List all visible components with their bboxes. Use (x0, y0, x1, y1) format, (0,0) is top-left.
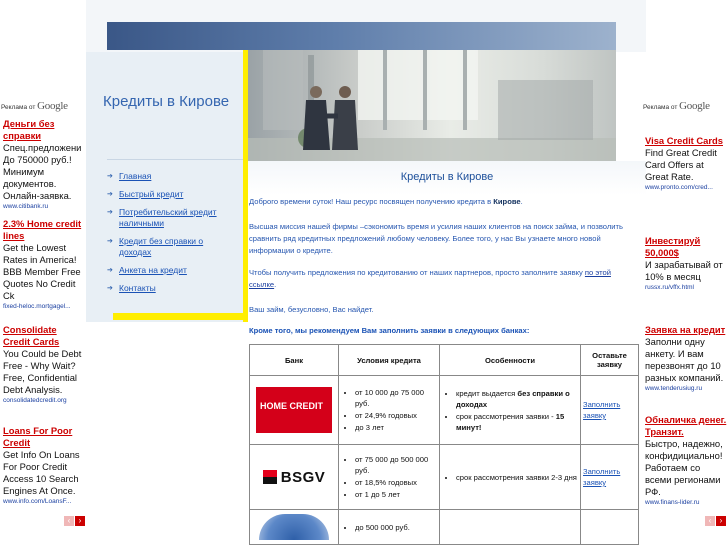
nav-link-no-income-proof[interactable]: Кредит без справки о доходах (119, 236, 204, 257)
arrow-right-icon: ➔ (107, 209, 113, 216)
arrow-right-icon: ➔ (107, 173, 113, 180)
nav-link-contacts[interactable]: Контакты (119, 283, 156, 293)
list-item: • срок рассмотрения заявки - 15 минут! (456, 411, 578, 433)
intro-city: Кирове (493, 197, 521, 206)
ad-right-2[interactable] (645, 235, 727, 293)
ad-title[interactable]: 2.3% Home credit lines (3, 218, 82, 241)
bank-logo-cell (250, 510, 339, 545)
list-item: • от 10 000 до 75 000 руб. (355, 387, 437, 409)
header-photo-handshake (248, 50, 616, 161)
ads-left-prev-button[interactable]: ‹ (64, 516, 74, 526)
ad-url[interactable]: russx.ru/vffx.html (645, 284, 695, 291)
mission-paragraph: Высшая миссия нашей фирмы –сэкономить время и усилия наших клиентов на поиск займа, и позволить сравнить ряд кредитных предложений любому человеку. Более того, у нас Вы узнаете много новой информации о кредите. (249, 222, 623, 255)
features-list (442, 472, 578, 483)
ad-body: Спец.предложени До 750000 руб.! Минимум документов. Онлайн-заявка. (3, 142, 82, 201)
table-row (250, 376, 639, 445)
ad-body: Get Info On Loans For Poor Credit Access 10 Search Engines At Once. (3, 449, 80, 496)
list-item: • до 500 000 руб. (355, 522, 437, 533)
apply-cell (581, 376, 639, 445)
ads-right-next-button[interactable]: › (716, 516, 726, 526)
nav-link-home[interactable]: Главная (119, 171, 152, 181)
conditions-list (341, 387, 437, 433)
application-paragraph (249, 267, 639, 291)
ad-right-1[interactable] (645, 135, 727, 193)
ad-title[interactable]: Деньги без справки (3, 118, 55, 141)
apply-link-bsgv[interactable]: Заполнить заявку (583, 467, 621, 487)
arrow-right-icon: ➔ (107, 238, 113, 245)
nav-item-application[interactable] (107, 265, 237, 276)
yellow-accent-bar-horizontal (113, 313, 248, 320)
conditions-cell (339, 510, 440, 545)
ads-left-next-button[interactable]: › (75, 516, 85, 526)
google-logo: Google (679, 100, 710, 112)
list-item: • от 24,9% годовых (355, 410, 437, 421)
ad-title[interactable]: Заявка на кредит (645, 324, 726, 335)
intro-end: . (520, 197, 523, 206)
apply-cell (581, 510, 639, 545)
ad-body: You Could be Debt Free - Why Wait? Free, Confidential Debt Analysis. (3, 348, 82, 395)
features-cell (440, 376, 581, 445)
ads-left-label-text: Реклама от (1, 104, 36, 111)
content-title: Кредиты в Кирове (400, 171, 494, 183)
conditions-list (341, 454, 437, 500)
ad-right-4[interactable] (645, 414, 727, 508)
ad-left-1[interactable] (3, 118, 85, 212)
list-item: • кредит выдается без справки о доходах (456, 388, 578, 410)
ad-left-4[interactable] (3, 425, 85, 507)
ad-url[interactable]: www.info.com/LoansF... (3, 498, 72, 505)
ad-url[interactable]: www.pronto.com/cred... (645, 184, 713, 191)
ad-url[interactable]: www.citibank.ru (3, 203, 49, 210)
ads-left-label (1, 100, 68, 112)
ad-body: Get the Lowest Rates in America! BBB Member Free Quotes No Credit Ck (3, 242, 81, 301)
intro-text: Доброго времени суток! Наш ресурс посвящен получению кредита в (249, 197, 494, 206)
ad-left-3[interactable] (3, 324, 85, 406)
column-header-apply: Оставьте заявку (581, 345, 639, 376)
features-cell (440, 445, 581, 510)
column-header-conditions: Условия кредита (339, 345, 440, 376)
banks-intro: Кроме того, мы рекомендуем Вам заполнить заявки в следующих банках: (249, 326, 530, 335)
nav-item-no-income-proof[interactable] (107, 236, 237, 258)
bsgv-logo (252, 469, 336, 486)
list-item: • до 3 лет (355, 422, 437, 433)
ad-title[interactable]: Visa Credit Cards (645, 135, 723, 146)
apply-link-home-credit[interactable]: Заполнить заявку (583, 400, 621, 420)
ad-url[interactable]: fixed-heloc.mortgagel... (3, 303, 71, 310)
ad-url[interactable]: www.finans-lider.ru (645, 499, 700, 506)
nav-menu (107, 171, 237, 301)
nav-item-fast-credit[interactable] (107, 189, 237, 200)
ad-body: Заполни одну анкету. И вам перезвонят до 10 разных компаний. (645, 336, 724, 383)
arrow-right-icon: ➔ (107, 191, 113, 198)
nav-link-consumer-credit[interactable]: Потребительский кредит наличными (119, 207, 217, 228)
table-header-row (250, 345, 639, 376)
column-header-features: Особенности (440, 345, 581, 376)
ad-left-2[interactable] (3, 218, 85, 312)
application-text: Чтобы получить предложения по кредитованию от наших партнеров, просто заполните заявку (249, 268, 585, 277)
ads-right-label (643, 100, 710, 112)
features-list (442, 388, 578, 433)
list-item: • от 1 до 5 лет (355, 489, 437, 500)
ad-right-3[interactable] (645, 324, 727, 394)
arrow-right-icon: ➔ (107, 267, 113, 274)
nav-item-consumer-credit[interactable] (107, 207, 237, 229)
list-item: • от 75 000 до 500 000 руб. (355, 454, 437, 476)
site-title: Кредиты в Кирове (103, 93, 230, 110)
loan-paragraph: Ваш займ, безусловно, Вас найдет. (249, 305, 374, 314)
bsgv-logo-square (263, 470, 277, 484)
table-row (250, 510, 639, 545)
ad-url[interactable]: www.tenderusiug.ru (645, 385, 703, 392)
bsgv-logo-text: BSGV (280, 468, 326, 486)
ad-url[interactable]: consolidatedcredit.org (3, 397, 67, 404)
google-logo: Google (37, 100, 68, 112)
application-end: . (274, 280, 277, 289)
ad-title[interactable]: Обналичка денег. Транзит. (645, 414, 727, 437)
bank-logo-cell (250, 376, 339, 445)
ad-body: И зарабатывай от 10% в месяц (645, 259, 723, 282)
nav-link-fast-credit[interactable]: Быстрый кредит (119, 189, 184, 199)
intro-paragraph (249, 196, 639, 208)
features-cell (440, 510, 581, 545)
application-link[interactable]: по этой ссылке (249, 268, 611, 289)
list-item: • от 18,5% годовых (355, 477, 437, 488)
ads-right-prev-button[interactable]: ‹ (705, 516, 715, 526)
header-banner (107, 22, 616, 50)
bank-logo-cell (250, 445, 339, 510)
apply-cell (581, 445, 639, 510)
column-header-bank: Банк (250, 345, 339, 376)
ad-body: Find Great Credit Card Offers at Great Rate. (645, 147, 717, 182)
ad-body: Быстро, надежно, конфидициально! Работаем со всеми регионами РФ. (645, 438, 723, 497)
conditions-cell (339, 445, 440, 510)
ad-title[interactable]: Loans For Poor Credit (3, 425, 73, 448)
conditions-list (341, 522, 437, 533)
arrow-right-icon: ➔ (107, 285, 113, 292)
bank-table (249, 344, 639, 545)
list-item: • срок рассмотрения заявки 2-3 дня (456, 472, 578, 483)
nav-divider (107, 159, 243, 160)
nav-item-contacts[interactable] (107, 283, 237, 294)
conditions-cell (339, 376, 440, 445)
table-row (250, 445, 639, 510)
nav-link-application[interactable]: Анкета на кредит (119, 265, 187, 275)
ads-right-label-text: Реклама от (643, 104, 678, 111)
home-credit-logo (256, 387, 332, 433)
ad-title[interactable]: Инвестируй 50,000$ (645, 235, 701, 258)
ad-title[interactable]: Consolidate Credit Cards (3, 324, 60, 347)
nav-item-home[interactable] (107, 171, 237, 182)
home-credit-logo-text: HOME CREDIT (260, 401, 323, 411)
bank-logo-circle (259, 514, 329, 540)
